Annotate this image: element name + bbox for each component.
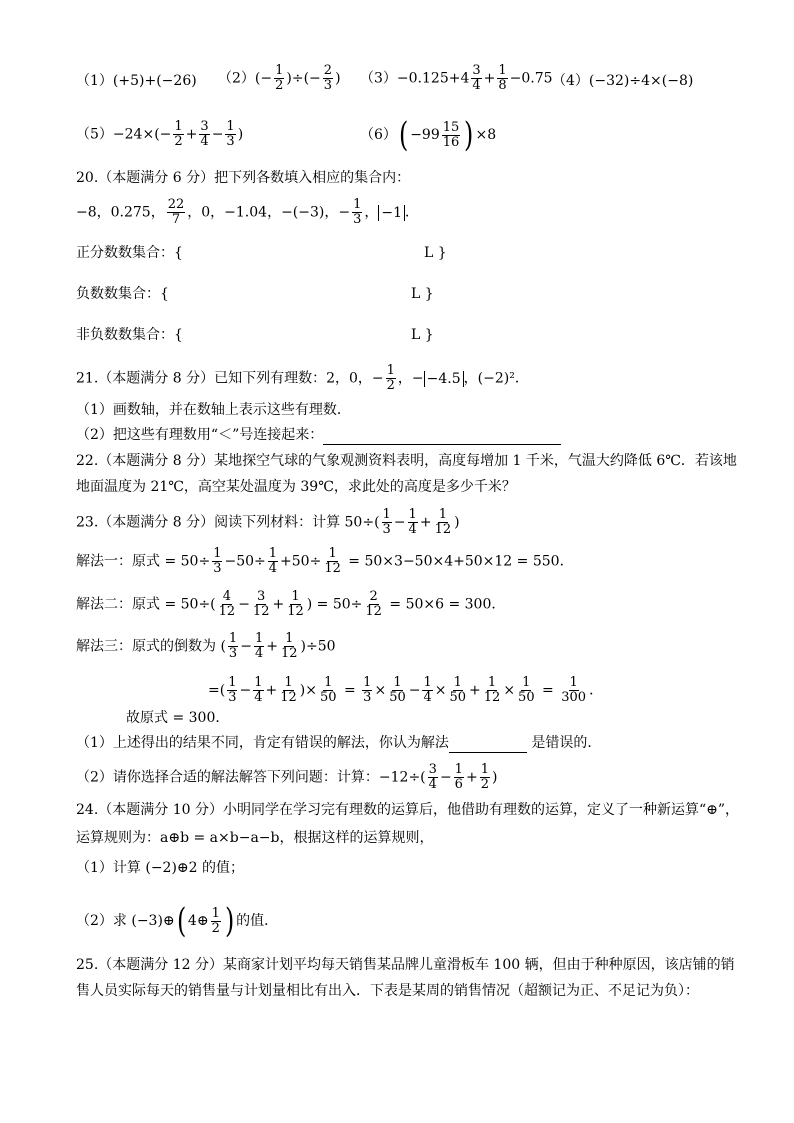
expr-text: = 50×3−50×4+50×12 = 550． [343, 553, 574, 570]
fraction [211, 907, 221, 936]
q23-solution3 [76, 632, 336, 661]
denominator: 8 [498, 78, 507, 93]
fraction [173, 120, 183, 149]
expr-text: − [408, 682, 421, 699]
numerator: 1 [254, 675, 263, 690]
q25-line1: 25.（本题满分 12 分）某商家计划平均每天销售某品牌儿童滑板车 100 辆，但由于种种原因，该店铺的销 [76, 957, 735, 973]
paren: ( [176, 901, 186, 941]
expr-text: − [439, 769, 452, 786]
numerator: 1 [228, 675, 237, 690]
expr-text: ) [491, 769, 498, 786]
fraction [517, 676, 536, 705]
fraction [323, 64, 333, 93]
fraction [167, 198, 186, 227]
expr-text: ) [454, 514, 460, 531]
fraction [483, 676, 502, 705]
numerator: 1 [386, 363, 395, 378]
expr-text: +50÷ [280, 553, 322, 570]
numerator: 1 [454, 762, 463, 777]
answer-blank[interactable] [323, 428, 561, 445]
q24-line1: 24.（本题满分 10 分）小明同学在学习完有理数的运算后，他借助有理数的运算，定义了一种新运算“⊕”， [76, 802, 740, 818]
q19-p1-expr: (+5)+(−26) [112, 73, 197, 89]
q23-solution3-line2 [208, 676, 603, 705]
q19-p1-label: （1） [76, 73, 113, 89]
fraction [212, 547, 222, 576]
numerator: 1 [275, 63, 284, 78]
fraction [480, 763, 490, 792]
fraction [279, 676, 298, 705]
denominator: 2 [386, 378, 395, 393]
expr-text: × [374, 682, 387, 699]
expr-text: + [185, 126, 198, 143]
q22-line1: 22.（本题满分 8 分）某地探空气球的气象观测资料表明，高度每增加 1 千米，气温大约降低 6℃．若该地 [76, 453, 737, 469]
expr-text: = 50×6 = 300． [384, 596, 506, 613]
absolute-value: −4.5 [424, 371, 464, 387]
fraction [454, 763, 464, 792]
q19-p5 [76, 120, 243, 149]
denominator: 12 [483, 690, 501, 705]
numerator: 1 [211, 905, 220, 921]
numerator: 22 [167, 197, 185, 212]
q19-p4 [552, 71, 693, 91]
fraction [352, 198, 362, 227]
q21-title [76, 364, 529, 393]
q23-item1 [76, 733, 601, 753]
expr-text: = [339, 682, 361, 699]
expr-text: −0.75 [509, 70, 553, 87]
expr-text: − [211, 126, 224, 143]
expr-text: )÷50 [300, 638, 336, 655]
denominator: 50 [389, 690, 406, 705]
fraction [386, 364, 396, 393]
q23-solution2 [76, 590, 505, 619]
expr-text: （2）求 (−3)⊕ [76, 913, 175, 929]
denominator: 2 [211, 920, 220, 936]
item-text: （1）上述得出的结果不同，肯定有错误的解法，你认为解法 [76, 735, 449, 751]
numerator: 1 [438, 507, 447, 522]
denominator: 4 [428, 777, 437, 792]
item-text: （2）把这些有理数用“＜”号连接起来： [76, 427, 324, 443]
expr-text: × [503, 682, 516, 699]
denominator: 50 [319, 690, 337, 705]
fraction [199, 120, 209, 149]
denominator: 4 [268, 561, 278, 576]
paren: ( [398, 115, 409, 155]
q20-set2: 负数数集合：{ [76, 286, 169, 302]
paren: ) [464, 115, 474, 155]
fraction [286, 590, 305, 619]
expr-text: − [393, 514, 406, 531]
numerator: 1 [393, 675, 402, 690]
fraction [560, 676, 587, 705]
q19-p2 [218, 64, 341, 93]
q19-p3-label: （3） [360, 70, 397, 87]
q24-line2: 运算规则为：a⊕b = a×b−a−b，根据这样的运算规则， [76, 830, 434, 846]
fraction [471, 64, 481, 93]
fraction [497, 64, 507, 93]
numerator: 1 [480, 762, 489, 777]
fraction [218, 590, 237, 619]
denominator: 3 [323, 78, 333, 93]
expr-text: （2）请你选择合适的解法解答下列问题：计算：−12÷( [76, 769, 426, 786]
expr-text: (− [254, 70, 273, 87]
q23-item2 [76, 763, 497, 792]
denominator: 4 [254, 690, 263, 705]
numerator: 1 [453, 675, 462, 690]
fraction [252, 590, 271, 619]
numerator: 3 [257, 589, 266, 604]
fraction [408, 508, 418, 537]
numerator: 1 [213, 546, 222, 561]
numerator: 1 [228, 631, 238, 646]
denominator: 3 [228, 646, 238, 661]
expr-text: )÷(− [286, 70, 321, 87]
numerator: 1 [382, 507, 391, 522]
q20-set1-end: L } [424, 245, 447, 261]
expr-text: + [465, 769, 478, 786]
expr-text: ，0，−1.04，−(−3)，− [187, 204, 351, 221]
expr-text: 解法三：原式的倒数为 ( [76, 638, 226, 655]
denominator: 12 [365, 604, 382, 619]
numerator: 1 [284, 675, 293, 690]
expr-text: =( [208, 682, 226, 699]
numerator: 1 [174, 119, 183, 134]
fraction [228, 632, 238, 661]
fraction [434, 508, 453, 537]
denominator: 2 [174, 134, 183, 149]
numerator: 15 [442, 119, 460, 135]
denominator: 3 [353, 212, 362, 227]
numerator: 1 [498, 63, 507, 78]
fraction [388, 676, 407, 705]
q19-row1 [76, 71, 197, 91]
fraction [268, 547, 278, 576]
q19-p6-label: （6） [360, 127, 397, 143]
expr-text: −24×(− [112, 126, 172, 143]
denominator: 3 [363, 690, 372, 705]
numerator: 1 [408, 507, 417, 522]
denominator: 50 [449, 690, 467, 705]
numerator: 1 [324, 675, 333, 690]
fraction [274, 64, 284, 93]
denominator: 12 [280, 646, 298, 661]
q19-p6 [360, 115, 497, 155]
numerator: 3 [428, 762, 437, 777]
expr-text: ，− [397, 370, 424, 387]
numerator: 1 [328, 546, 337, 561]
expr-text: ) [335, 70, 341, 87]
q24-item1: （1）计算 (−2)⊕2 的值； [76, 860, 245, 876]
denominator: 50 [518, 690, 535, 705]
denominator: 3 [382, 522, 391, 537]
expr-text: − [238, 596, 250, 613]
expr-text: + [469, 682, 481, 699]
numerator: 1 [353, 197, 362, 212]
denominator: 7 [171, 212, 181, 227]
denominator: 12 [324, 561, 341, 576]
q19-p4-label: （4） [552, 73, 589, 89]
q22-line2: 地面温度为 21℃，高空某处温度为 39℃，求此处的高度是多少千米？ [76, 479, 516, 495]
fraction [422, 676, 432, 705]
expr-text: + [419, 514, 432, 531]
fraction [428, 763, 438, 792]
expr-text: ) [237, 126, 244, 143]
q20-title: 20.（本题满分 6 分）把下列各数填入相应的集合内： [76, 170, 411, 186]
answer-blank[interactable] [449, 736, 527, 753]
denominator: 4 [423, 690, 432, 705]
denominator: 4 [200, 134, 209, 149]
numerator: 1 [487, 675, 497, 690]
fraction [227, 676, 237, 705]
numerator: 1 [254, 631, 264, 646]
expr-text: 21.（本题满分 8 分）已知下列有理数：2，0，− [76, 370, 384, 387]
fraction [225, 120, 235, 149]
expr-text: −50÷ [224, 553, 266, 570]
numerator: 4 [222, 589, 232, 604]
expr-text: ． [405, 204, 420, 221]
numerator: 1 [268, 546, 278, 561]
numerator: 1 [423, 675, 432, 690]
expr-text: ×8 [475, 127, 497, 143]
q21-item1: （1）画数轴，并在数轴上表示这些有理数． [76, 402, 351, 418]
denominator: 4 [254, 646, 264, 661]
numerator: 1 [363, 675, 372, 690]
q19-p3 [360, 64, 553, 93]
denominator: 4 [408, 522, 417, 537]
numerator: 2 [323, 63, 333, 78]
expr-text: 23.（本题满分 8 分）阅读下列材料：计算 50÷( [76, 514, 380, 531]
expr-text: × [434, 682, 447, 699]
q20-set3-end: L } [411, 327, 434, 343]
numerator: 3 [200, 119, 209, 134]
q24-item2 [76, 901, 279, 941]
q23-solution3-line3: 故原式 = 300． [126, 710, 230, 726]
expr-text: −99 [410, 127, 440, 143]
numerator: 1 [522, 675, 531, 690]
q23-title [76, 508, 460, 537]
expr-text: ． [589, 682, 604, 699]
q20-set3: 非负数数集合：{ [76, 327, 183, 343]
fraction [280, 632, 299, 661]
denominator: 3 [228, 690, 237, 705]
denominator: 3 [213, 561, 222, 576]
fraction [319, 676, 338, 705]
expr-text: −0.125+4 [396, 70, 470, 87]
q21-item2 [76, 425, 561, 445]
denominator: 3 [226, 134, 235, 149]
expr-text: + [266, 638, 278, 655]
denominator: 4 [472, 78, 481, 93]
numerator: 1 [285, 631, 294, 646]
q23-solution1 [76, 547, 574, 576]
numerator: 1 [569, 675, 578, 690]
q19-p5-label: （5） [76, 126, 113, 143]
q20-set1: 正分数数集合：{ [76, 245, 183, 261]
fraction [364, 590, 383, 619]
numerator: 1 [226, 119, 235, 134]
fraction [362, 676, 372, 705]
expr-text: 4⊕ [187, 913, 209, 929]
expr-text: = [537, 682, 559, 699]
q20-numbers [76, 198, 419, 227]
paren: ) [224, 901, 235, 941]
fraction [253, 676, 263, 705]
fraction [382, 508, 392, 537]
denominator: 2 [275, 78, 284, 93]
expr-text: 的值． [236, 913, 279, 929]
expr-text: ， [364, 204, 379, 221]
denominator: 16 [442, 134, 460, 150]
q19-p4-expr: (−32)÷4×(−8) [588, 73, 694, 89]
absolute-value: −1 [378, 205, 405, 221]
expr-text: + [272, 596, 285, 613]
numerator: 3 [472, 63, 481, 78]
q25-line2: 售人员实际每天的销售量与计划量相比有出入．下表是某周的销售情况（超额记为正、不足记为负）： [76, 983, 699, 999]
expr-text: + [483, 70, 496, 87]
fraction [448, 676, 467, 705]
expr-text: ，(−2)²． [463, 370, 529, 387]
fraction [254, 632, 264, 661]
expr-text: 解法二：原式 = 50÷( [76, 596, 216, 613]
q20-set2-end: L } [411, 286, 434, 302]
expr-text: − [240, 638, 252, 655]
denominator: 12 [218, 604, 236, 619]
denominator: 12 [434, 522, 452, 537]
denominator: 6 [454, 777, 463, 792]
expr-text: − [239, 682, 252, 699]
denominator: 12 [252, 604, 270, 619]
denominator: 2 [480, 777, 489, 792]
item-text: 是错误的． [526, 735, 602, 751]
expr-text: −8，0.275， [76, 204, 165, 221]
fraction [323, 547, 342, 576]
numerator: 2 [369, 589, 378, 604]
q19-p2-label: （2） [218, 70, 255, 87]
expr-text: )× [299, 682, 317, 699]
numerator: 1 [291, 589, 300, 604]
denominator: 300 [561, 690, 587, 705]
fraction [442, 121, 461, 150]
expr-text: + [265, 682, 278, 699]
expr-text: ) = 50÷ [306, 596, 363, 613]
expr-text: 解法一：原式 = 50÷ [76, 553, 211, 570]
denominator: 12 [287, 604, 304, 619]
denominator: 12 [280, 690, 297, 705]
